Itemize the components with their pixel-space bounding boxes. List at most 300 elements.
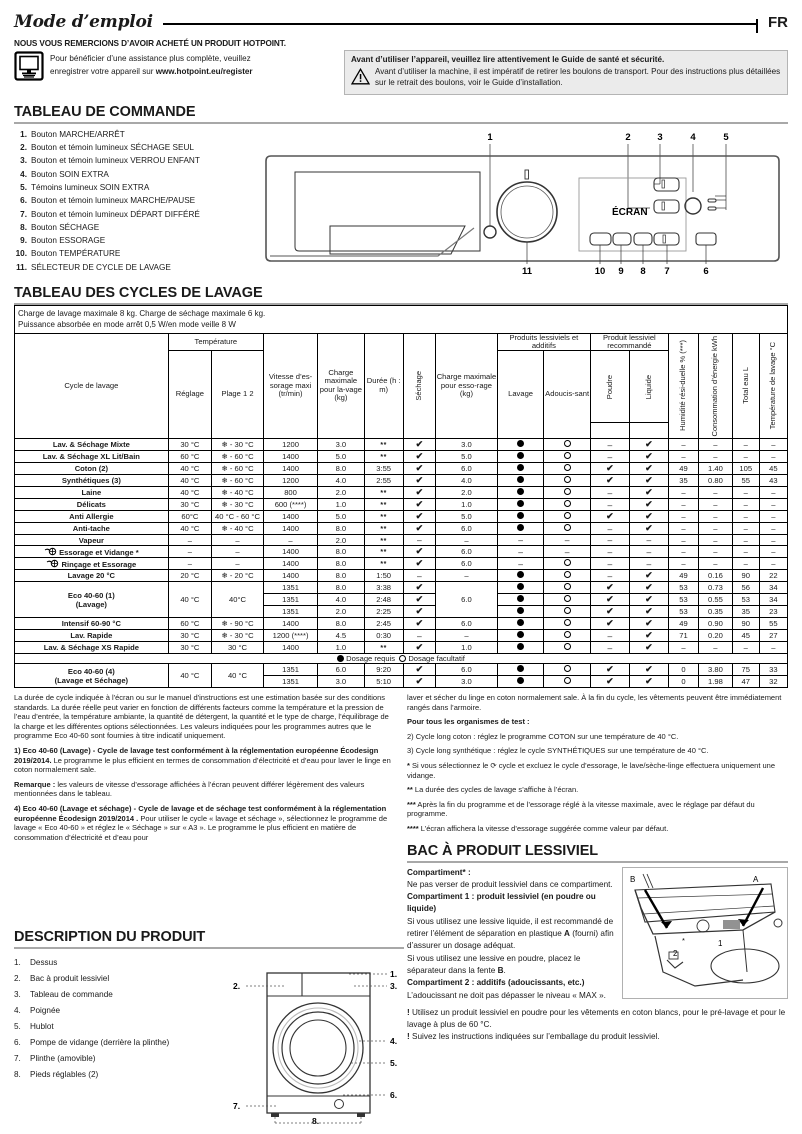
th-temperature: Température xyxy=(168,333,263,351)
cell-energy: – xyxy=(699,546,733,558)
cell-lavage xyxy=(497,523,544,535)
cell-water: – xyxy=(732,487,759,499)
control-panel-legend xyxy=(14,128,258,276)
cell-spin-speed: 1351 xyxy=(263,594,317,606)
cell-wash-temp: – xyxy=(759,642,787,654)
detergent-drawer-figure xyxy=(622,867,788,999)
label-b: B xyxy=(497,965,504,975)
cell-liquide xyxy=(629,523,668,535)
control-panel-heading: TABLEAU DE COMMANDE xyxy=(14,103,196,120)
legend-number: 6. xyxy=(20,196,27,206)
check-icon: ✔ xyxy=(645,499,653,510)
cell-liquide xyxy=(629,451,668,463)
washer-diagram xyxy=(229,951,404,1126)
check-icon: ✔ xyxy=(606,676,614,687)
cell-max-wash: 5.0 xyxy=(318,451,365,463)
cell-spin-speed: 1400 xyxy=(263,546,317,558)
svg-text:1.: 1. xyxy=(390,969,398,979)
cell-drying: – xyxy=(403,535,435,546)
cell-poudre xyxy=(590,463,629,475)
table-row xyxy=(15,618,788,630)
cell-humidity: – xyxy=(668,535,698,546)
check-icon: ✔ xyxy=(415,676,424,687)
heading-rule-4 xyxy=(407,861,788,863)
cell-plage: 40 °C xyxy=(212,664,264,688)
cell-duration: ** xyxy=(364,523,403,535)
cell-lavage xyxy=(497,511,544,523)
cell-max-spin: 6.0 xyxy=(436,463,498,475)
part-number: 1. xyxy=(14,958,21,967)
th-wash-temp: Température de lavage °C xyxy=(759,333,787,438)
heading-rule-3 xyxy=(14,947,404,949)
cell-cycle-name: Lav. & Séchage XS Rapide xyxy=(15,642,169,654)
legend-label: Bouton et témoin lumineux DÉPART DIFFÉRÉ xyxy=(31,209,200,219)
snowflake-icon: ❄ xyxy=(221,619,228,629)
cell-duration: ** xyxy=(364,546,403,558)
cell-water: 75 xyxy=(732,664,759,676)
cell-reglage: 40 °C xyxy=(168,523,211,535)
control-panel-legend-item xyxy=(14,141,258,154)
th-poudre: Poudre xyxy=(590,351,629,423)
dot-filled xyxy=(517,476,524,483)
control-panel-legend-item xyxy=(14,181,258,194)
cell-cycle-name: Vapeur xyxy=(15,535,169,546)
footnote-text: laver et sécher du linge en coton normalement sale. À la fin du cycle, les vêtements peuvent être immédiatement rangés dans l’armoire. xyxy=(407,693,782,712)
cell-lavage: – xyxy=(497,535,544,546)
part-number: 3. xyxy=(14,989,21,999)
cell-liquide xyxy=(629,642,668,654)
cell-water: 55 xyxy=(732,475,759,487)
legend-label: Bouton et témoin lumineux MARCHE/PAUSE xyxy=(31,196,196,206)
cell-max-spin: – xyxy=(436,535,498,546)
check-icon: ✔ xyxy=(645,664,653,675)
dot-filled xyxy=(517,631,524,638)
cell-max-wash: 2.0 xyxy=(318,535,365,546)
exclamation-icon-2: ! xyxy=(407,1032,410,1042)
control-panel-figure xyxy=(258,128,788,276)
cell-plage: – xyxy=(212,558,264,570)
cell-cycle-name: Lavage 20 °C xyxy=(15,570,169,582)
check-icon: ✔ xyxy=(415,511,424,522)
cell-cycle-name: Lav. & Séchage Mixte xyxy=(15,439,169,451)
cell-cycle-name: Délicats xyxy=(15,499,169,511)
table-row xyxy=(15,664,788,676)
cell-liquide xyxy=(629,511,668,523)
table-row xyxy=(15,582,788,594)
cell-plage: ❄ - 30 °C xyxy=(212,439,264,451)
cell-lavage xyxy=(497,676,544,688)
table-row xyxy=(15,642,788,654)
cell-drying xyxy=(403,487,435,499)
footnote xyxy=(14,804,395,842)
svg-text:1: 1 xyxy=(718,938,723,948)
cell-poudre xyxy=(590,594,629,606)
cell-spin-speed: 1400 xyxy=(263,642,317,654)
cell-max-spin: 6.0 xyxy=(436,523,498,535)
cell-wash-temp: – xyxy=(759,439,787,451)
table-row xyxy=(15,558,788,570)
cell-poudre: – xyxy=(590,630,629,642)
legend-label: Bouton TEMPÉRATURE xyxy=(31,249,121,259)
cell-humidity: 53 xyxy=(668,582,698,594)
thanks-line: NOUS VOUS REMERCIONS D’AVOIR ACHETÉ UN PRODUIT HOTPOINT. xyxy=(14,39,286,48)
cell-water: 47 xyxy=(732,676,759,688)
control-panel-legend-item xyxy=(14,128,258,141)
cell-water: 45 xyxy=(732,630,759,642)
check-icon: ✔ xyxy=(415,642,424,653)
footnote xyxy=(407,732,788,742)
dot-filled xyxy=(517,571,524,578)
legend-label: Bouton SÉCHAGE xyxy=(31,222,100,232)
product-part-item xyxy=(14,1067,229,1083)
cell-plage: 40°C xyxy=(212,582,264,618)
compartment-1-title: Compartiment 1 : produit lessiviel (en poudre ou liquide) xyxy=(407,892,596,914)
cell-plage: ❄ - 30 °C xyxy=(212,630,264,642)
cell-lavage xyxy=(497,582,544,594)
cell-poudre: – xyxy=(590,642,629,654)
cell-max-spin: – xyxy=(436,570,498,582)
th-duration: Durée (h : m) xyxy=(364,333,403,438)
compartment-1-text-c: Si vous utilisez une lessive en poudre, placez le séparateur dans la fente xyxy=(407,953,581,975)
cell-liquide xyxy=(629,463,668,475)
check-icon: ✔ xyxy=(645,463,653,474)
product-part-item xyxy=(14,1003,229,1019)
cell-liquide xyxy=(629,594,668,606)
cell-liquide xyxy=(629,618,668,630)
cell-poudre xyxy=(590,511,629,523)
cell-poudre: – xyxy=(590,487,629,499)
cell-wash-temp: – xyxy=(759,511,787,523)
legend-number: 8. xyxy=(20,222,27,232)
cell-max-spin: 1.0 xyxy=(436,499,498,511)
cell-poudre xyxy=(590,475,629,487)
cell-spin-speed: 600 (****) xyxy=(263,499,317,511)
cell-duration: 3:55 xyxy=(364,463,403,475)
cell-drying xyxy=(403,523,435,535)
cell-water: 53 xyxy=(732,594,759,606)
footnote xyxy=(407,761,788,780)
table-row xyxy=(15,523,788,535)
cell-adoucissant xyxy=(544,606,591,618)
cell-water: – xyxy=(732,499,759,511)
exclamation-icon-1: ! xyxy=(407,1007,410,1017)
cell-adoucissant xyxy=(544,475,591,487)
cell-energy: – xyxy=(699,535,733,546)
cell-liquide xyxy=(629,630,668,642)
cell-max-spin: 6.0 xyxy=(436,558,498,570)
cell-lavage xyxy=(497,664,544,676)
footnote xyxy=(14,746,395,775)
check-icon: ✔ xyxy=(415,499,424,510)
svg-text:4: 4 xyxy=(690,131,696,143)
part-label: Tableau de commande xyxy=(30,989,113,999)
cell-max-wash: 8.0 xyxy=(318,546,365,558)
footnote-marker: *** xyxy=(407,799,416,809)
check-icon: ✔ xyxy=(645,451,653,462)
cell-water: 105 xyxy=(732,463,759,475)
cell-duration: ** xyxy=(364,499,403,511)
product-part-item xyxy=(14,1019,229,1035)
cell-duration: ** xyxy=(364,487,403,499)
cell-energy: 0.35 xyxy=(699,606,733,618)
cell-plage: – xyxy=(212,546,264,558)
cell-adoucissant xyxy=(544,463,591,475)
cell-max-spin: 6.0 xyxy=(436,582,498,618)
register-line-1: Pour bénéficier d’une assistance plus complète, veuillez xyxy=(50,54,251,63)
product-part-item xyxy=(14,955,229,971)
legend-number: 10. xyxy=(15,249,27,259)
product-part-item xyxy=(14,987,229,1003)
snowflake-icon: ❄ xyxy=(221,452,228,462)
control-panel-legend-item xyxy=(14,221,258,234)
dot-filled xyxy=(517,677,524,684)
table-row xyxy=(15,511,788,523)
table-row xyxy=(15,487,788,499)
footnote-text: Le programme le plus efficient en termes de consommation d’électricité et d’eau pour laver le linge en coton normalement sale. xyxy=(14,755,391,775)
cell-plage: ❄ - 40 °C xyxy=(212,487,264,499)
check-icon: ✔ xyxy=(645,475,653,486)
check-icon: ✔ xyxy=(645,582,653,593)
cell-cycle-name: Lav. & Séchage XL Lit/Bain xyxy=(15,451,169,463)
footnote-bold: Remarque : xyxy=(14,779,56,789)
table-row xyxy=(15,546,788,558)
check-icon: ✔ xyxy=(606,664,614,675)
check-icon: ✔ xyxy=(645,618,653,629)
cell-energy: – xyxy=(699,451,733,463)
cell-energy: – xyxy=(699,558,733,570)
cell-max-spin: 4.0 xyxy=(436,475,498,487)
cell-cycle-name: Intensif 60-90 °C xyxy=(15,618,169,630)
th-humidity: Humidité rési-duelle % (***) xyxy=(668,333,698,438)
control-panel-legend-item xyxy=(14,194,258,207)
rinse-spin-icon xyxy=(46,559,59,568)
cell-water: – xyxy=(732,558,759,570)
safety-notice-text: Avant d’utiliser la machine, il est impératif de retirer les boulons de transport. Pour des instructions plus détaillées sur le retrait des boulons, voir le Guide d’installation. xyxy=(375,67,781,87)
footnotes-right xyxy=(407,693,788,1044)
control-panel-legend-item xyxy=(14,208,258,221)
cell-humidity: – xyxy=(668,451,698,463)
cell-duration: 2:55 xyxy=(364,475,403,487)
cycles-table-heading: TABLEAU DES CYCLES DE LAVAGE xyxy=(14,284,263,301)
cell-spin-speed: 1400 xyxy=(263,523,317,535)
cell-wash-temp: 55 xyxy=(759,618,787,630)
cell-humidity: 49 xyxy=(668,570,698,582)
cell-reglage: 60°C xyxy=(168,511,211,523)
check-icon: ✔ xyxy=(415,606,424,617)
cell-poudre: – xyxy=(590,523,629,535)
cell-wash-temp: 23 xyxy=(759,606,787,618)
cell-duration: 9:20 xyxy=(364,664,403,676)
th-drying: Séchage xyxy=(403,333,435,438)
cell-duration: 2:25 xyxy=(364,606,403,618)
control-panel-legend-item xyxy=(14,168,258,181)
cell-lavage: – xyxy=(497,558,544,570)
cell-energy: – xyxy=(699,511,733,523)
footnote-text: L’écran affichera la vitesse d’essorage suggérée comme valeur par défaut. xyxy=(418,823,669,833)
th-liquide: Liquide xyxy=(629,351,668,423)
product-part-item xyxy=(14,1035,229,1051)
svg-text:7: 7 xyxy=(664,265,670,276)
cell-max-wash: 3.0 xyxy=(318,439,365,451)
svg-text:8.: 8. xyxy=(312,1116,320,1126)
snowflake-icon: ❄ xyxy=(221,571,228,581)
dot-filled xyxy=(517,500,524,507)
cell-max-wash: 1.0 xyxy=(318,642,365,654)
check-icon: ✔ xyxy=(415,664,424,675)
cell-wash-temp: – xyxy=(759,451,787,463)
legend-number: 11. xyxy=(16,262,27,272)
cell-reglage: – xyxy=(168,558,211,570)
dosage-legend xyxy=(15,654,788,664)
cell-reglage: 40 °C xyxy=(168,475,211,487)
cell-max-spin: – xyxy=(436,630,498,642)
legend-number: 7. xyxy=(20,209,27,219)
table-row xyxy=(15,499,788,511)
check-icon: ✔ xyxy=(415,463,424,474)
check-icon: ✔ xyxy=(415,558,424,569)
cell-reglage: 30 °C xyxy=(168,439,211,451)
part-label: Poignée xyxy=(30,1005,61,1015)
dot-open xyxy=(564,512,571,519)
cell-max-spin: 5.0 xyxy=(436,451,498,463)
dot-open xyxy=(564,595,571,602)
snowflake-icon: ❄ xyxy=(221,464,228,474)
check-icon: ✔ xyxy=(606,582,614,593)
cell-liquide: – xyxy=(629,546,668,558)
cell-reglage: 30 °C xyxy=(168,630,211,642)
dot-open xyxy=(564,500,571,507)
product-figure xyxy=(229,951,404,1126)
cell-drying xyxy=(403,664,435,676)
cell-spin-speed: 1400 xyxy=(263,618,317,630)
cell-liquide xyxy=(629,606,668,618)
cell-poudre: – xyxy=(590,570,629,582)
legend-label: Bouton ESSORAGE xyxy=(31,236,106,246)
th-plage: Plage 1 2 xyxy=(212,351,264,439)
cell-poudre: – xyxy=(590,535,629,546)
th-adoucissant: Adoucis-sant xyxy=(544,351,591,439)
footnote-text: 3) Cycle long synthétique : réglez le cycle SYNTHÉTIQUES sur une température de 40 °C. xyxy=(407,746,709,756)
cell-humidity: – xyxy=(668,439,698,451)
cell-adoucissant xyxy=(544,451,591,463)
compartment-star-text: Ne pas verser de produit lessiviel dans ce compartiment. xyxy=(407,879,613,889)
control-panel-legend-item xyxy=(14,234,258,247)
cell-max-wash: 8.0 xyxy=(318,463,365,475)
cell-reglage: 40 °C xyxy=(168,463,211,475)
cell-liquide xyxy=(629,475,668,487)
cell-lavage xyxy=(497,606,544,618)
cell-spin-speed: 1200 (****) xyxy=(263,630,317,642)
footnote xyxy=(407,717,788,727)
footnote-marker: **** xyxy=(407,823,419,833)
dot-open xyxy=(564,488,571,495)
dosage-optional-label: Dosage facultatif xyxy=(408,654,465,664)
cell-reglage: 40 °C xyxy=(168,582,211,618)
detergent-warning-2: Suivez les instructions indiquées sur l’emballage du produit lessiviel. xyxy=(412,1032,660,1042)
detergent-instructions xyxy=(407,867,614,1002)
th-detergents-group: Produits lessiviels et additifs xyxy=(497,333,590,351)
check-icon: ✔ xyxy=(645,606,653,617)
cell-max-spin: 6.0 xyxy=(436,664,498,676)
cell-spin-speed: 1200 xyxy=(263,475,317,487)
cell-max-spin: 6.0 xyxy=(436,618,498,630)
cell-lavage: – xyxy=(497,546,544,558)
control-panel-diagram xyxy=(258,128,788,276)
cell-wash-temp: – xyxy=(759,499,787,511)
check-icon: ✔ xyxy=(606,511,614,522)
dot-open xyxy=(564,440,571,447)
language-code: FR xyxy=(768,13,788,31)
cell-humidity: 49 xyxy=(668,618,698,630)
cell-adoucissant xyxy=(544,582,591,594)
description-heading: DESCRIPTION DU PRODUIT xyxy=(14,929,206,945)
cell-water: – xyxy=(732,511,759,523)
cell-water: – xyxy=(732,535,759,546)
check-icon: ✔ xyxy=(645,439,653,450)
svg-text:10: 10 xyxy=(594,265,606,276)
cell-lavage xyxy=(497,618,544,630)
cell-drying: – xyxy=(403,570,435,582)
cell-cycle-name: Eco 40-60 (4) (Lavage et Séchage) xyxy=(15,664,169,688)
dot-open xyxy=(564,524,571,531)
cell-max-wash: 1.0 xyxy=(318,499,365,511)
cell-max-wash: 8.0 xyxy=(318,582,365,594)
cell-cycle-name: Laine xyxy=(15,487,169,499)
cell-water: 90 xyxy=(732,618,759,630)
note-line-2: Puissance absorbée en mode arrêt 0,5 W/en mode veille 8 W xyxy=(18,320,236,330)
cell-max-wash: 3.0 xyxy=(318,676,365,688)
cell-plage: ❄ - 20 °C xyxy=(212,570,264,582)
dot-open xyxy=(399,655,406,662)
cell-wash-temp: 33 xyxy=(759,664,787,676)
cell-adoucissant xyxy=(544,558,591,570)
cell-humidity: 71 xyxy=(668,630,698,642)
control-panel-legend-item xyxy=(14,154,258,167)
cell-reglage: – xyxy=(168,546,211,558)
cell-plage: ❄ - 90 °C xyxy=(212,618,264,630)
cell-max-spin: 2.0 xyxy=(436,487,498,499)
cell-spin-speed: 1400 xyxy=(263,451,317,463)
cell-max-wash: 8.0 xyxy=(318,523,365,535)
check-icon: ✔ xyxy=(645,523,653,534)
footnote xyxy=(14,780,395,799)
compartment-1-text-b: (fourni) afin d’assurer un dosage adéquat. xyxy=(407,929,614,951)
table-row xyxy=(15,475,788,487)
cell-humidity: – xyxy=(668,523,698,535)
cell-spin-speed: 1351 xyxy=(263,676,317,688)
svg-text:3: 3 xyxy=(657,131,663,143)
th-cycle: Cycle de lavage xyxy=(15,333,169,438)
cell-wash-temp: 45 xyxy=(759,463,787,475)
cell-wash-temp: – xyxy=(759,558,787,570)
table-row xyxy=(15,451,788,463)
footnote-bold: Pour tous les organismes de test : xyxy=(407,717,530,727)
cell-drying xyxy=(403,511,435,523)
register-url[interactable]: www.hotpoint.eu/register xyxy=(155,67,253,77)
footnote xyxy=(407,800,788,819)
cell-wash-temp: – xyxy=(759,523,787,535)
check-icon: ✔ xyxy=(415,523,424,534)
cell-energy: 0.16 xyxy=(699,570,733,582)
cell-water: – xyxy=(732,451,759,463)
cell-drying xyxy=(403,558,435,570)
cell-liquide: – xyxy=(629,535,668,546)
control-panel-legend-item xyxy=(14,247,258,260)
cell-duration: 3:38 xyxy=(364,582,403,594)
footnote xyxy=(407,746,788,756)
cell-humidity: – xyxy=(668,546,698,558)
dot-open xyxy=(564,571,571,578)
